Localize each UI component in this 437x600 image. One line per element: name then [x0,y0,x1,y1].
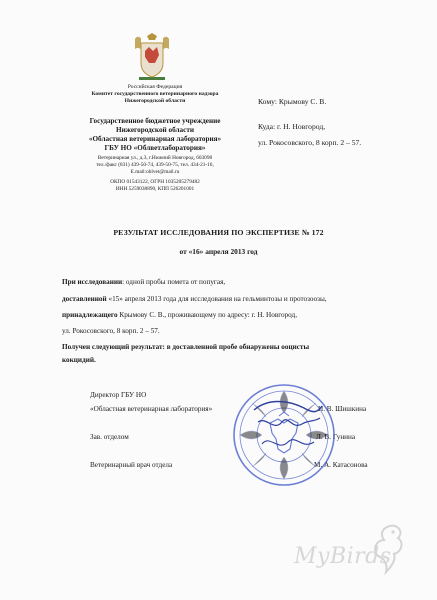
body-label-delivered: доставленной [62,295,107,303]
org-okpo: ОКПО 01543122, ОГРН 1035205279482 [110,179,200,185]
org-phone: тел./факс (831) 439-50-74, 439-50-75, тел. 434-21-16, [96,162,214,168]
director-title: Директор ГБУ НО [90,391,147,399]
header-region: Нижегородской области [124,98,186,104]
body-line-1 [62,277,225,287]
body-text-2: «15» апреля 2013 года для исследования на гельминтозы и протозоозы, [106,295,327,303]
director-name: И. В. Шишкина [318,405,367,413]
body-label-owner: принадлежащего [62,311,118,319]
coat-of-arms-icon [127,33,177,83]
org-line-2: Нижегородской области [115,126,194,134]
org-line-1: Государственное бюджетное учреждение [89,117,221,125]
vet-name: М. А. Катасонова [314,461,368,469]
body-line-2 [62,294,327,304]
document-date: от «16» апреля 2013 год [179,247,258,256]
body-text-1: : одной пробы помета от попугая, [122,278,226,286]
document-title: РЕЗУЛЬТАТ ИССЛЕДОВАНИЯ ПО ЭКСПЕРТИЗЕ № 172 [113,228,324,237]
head-name: Л. В. Гунина [316,433,356,441]
org-email: E.mail:oblvet@mail.ru [130,169,180,175]
header-committee: Комитет государственного ветеринарного надзора [91,91,219,97]
header-country: Российская Федерация [127,84,183,90]
recipient-city: Куда: г. Н. Новгород, [258,122,326,131]
org-address: Ветеринарная ул., д.3, г.Нижний Новгород, 603098 [97,155,213,161]
head-title: Зав. отделом [90,433,129,441]
vet-title: Ветеринарный врач отдела [90,461,173,469]
result-line-1: Получен следующий результат: в доставленной пробе обнаружены ооцисты [62,343,310,351]
director-org: «Областная ветеринарная лаборатория» [90,405,213,413]
body-label-study: При исследовании [62,278,123,286]
body-line-4: ул. Рокосовского, 8 корп. 2 – 57. [62,327,160,335]
watermark-text: MyBirds [294,544,392,569]
recipient-name: Кому: Крымову С. В. [258,97,327,106]
org-inn: ИНН 5259038890, КПП 526201001 [115,186,195,192]
org-line-4: ГБУ НО «Облветлаборатория» [104,144,206,152]
recipient-street: ул. Рокосовского, 8 корп. 2 – 57. [258,138,362,147]
body-text-3: Крымову С. В., проживающему по адресу: г. Н. Новгород, [117,311,298,319]
body-line-3 [62,310,297,320]
org-line-3: «Областная ветеринарная лаборатория» [88,135,222,143]
result-line-2: кокцидий. [62,356,96,364]
handwritten-signature-icon [248,392,328,472]
